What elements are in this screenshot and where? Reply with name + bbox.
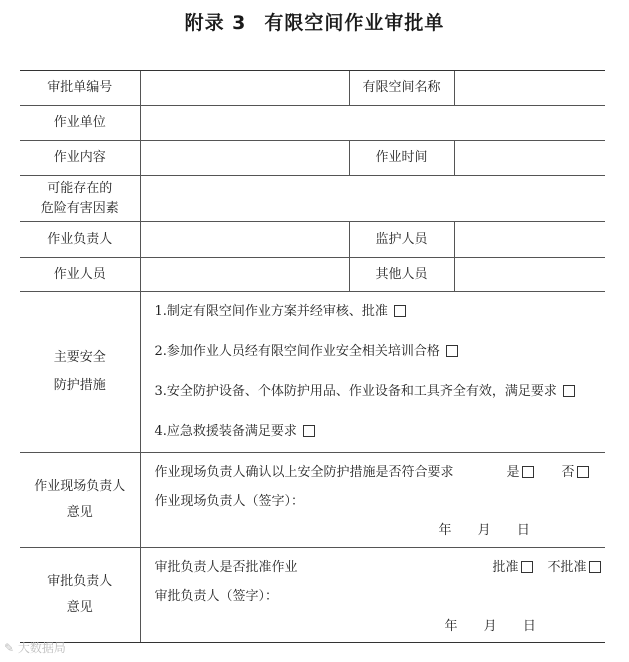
weibo-icon: ✎ bbox=[4, 641, 15, 655]
measure-2-checkbox[interactable] bbox=[446, 345, 458, 357]
measure-item: 2.参加作业人员经有限空间作业安全相关培训合格 bbox=[155, 332, 606, 372]
work-unit-field[interactable] bbox=[140, 106, 605, 141]
site-yes-option: 是 bbox=[507, 461, 534, 480]
approve-option: 批准 bbox=[493, 556, 533, 575]
row-approver-opinion bbox=[20, 548, 605, 643]
site-yes-checkbox[interactable] bbox=[522, 466, 534, 478]
approval-no-label: 审批单编号 bbox=[20, 71, 140, 106]
space-name-field[interactable] bbox=[454, 71, 605, 106]
measure-4-checkbox[interactable] bbox=[303, 425, 315, 437]
approval-no-field[interactable] bbox=[140, 71, 349, 106]
measures-list bbox=[140, 292, 605, 453]
hazards-label-line1: 可能存在的 bbox=[47, 180, 113, 196]
row-work-unit bbox=[20, 106, 605, 141]
form-name: 有限空间作业审批单 bbox=[264, 12, 445, 34]
work-unit-label: 作业单位 bbox=[20, 106, 140, 141]
site-opinion-label-line2: 意见 bbox=[66, 505, 93, 520]
row-measures bbox=[20, 292, 605, 453]
work-content-field[interactable] bbox=[140, 141, 349, 176]
row-workers bbox=[20, 258, 605, 292]
row-work-content bbox=[20, 141, 605, 176]
site-date: 年 月 日 bbox=[438, 523, 530, 538]
row-site-opinion bbox=[20, 453, 605, 548]
work-leader-label: 作业负责人 bbox=[20, 222, 140, 258]
reject-checkbox[interactable] bbox=[589, 561, 601, 573]
site-opinion-label bbox=[20, 453, 140, 548]
hazards-label bbox=[20, 176, 140, 222]
approver-opinion-content bbox=[140, 548, 605, 643]
workers-field[interactable] bbox=[140, 258, 349, 292]
work-leader-field[interactable] bbox=[140, 222, 349, 258]
site-opinion-question: 作业现场负责人确认以上安全防护措施是否符合要求 bbox=[154, 465, 454, 480]
workers-label: 作业人员 bbox=[20, 258, 140, 292]
row-approval-no bbox=[20, 71, 605, 106]
measures-label bbox=[20, 292, 140, 453]
supervisor-field[interactable] bbox=[454, 222, 605, 258]
site-signature-label: 作业现场负责人（签字）： bbox=[154, 494, 305, 509]
site-no-checkbox[interactable] bbox=[577, 466, 589, 478]
space-name-label: 有限空间名称 bbox=[349, 71, 454, 106]
work-time-field[interactable] bbox=[454, 141, 605, 176]
row-work-leader bbox=[20, 222, 605, 258]
approval-form-table bbox=[20, 70, 605, 643]
page-title bbox=[0, 8, 629, 35]
site-opinion-content bbox=[140, 453, 605, 548]
supervisor-label: 监护人员 bbox=[349, 222, 454, 258]
approver-opinion-label-line1: 审批负责人 bbox=[47, 574, 113, 589]
others-field[interactable] bbox=[454, 258, 605, 292]
measures-label-line1: 主要安全 bbox=[53, 350, 106, 365]
approver-opinion-label bbox=[20, 548, 140, 643]
measure-item: 3.安全防护设备、个体防护用品、作业设备和工具齐全有效，满足要求 bbox=[155, 372, 606, 412]
site-no-option: 否 bbox=[562, 461, 589, 480]
watermark: ✎ 大数据局 bbox=[4, 641, 66, 655]
reject-option: 不批准 bbox=[548, 556, 601, 575]
appendix-label: 附录 3 bbox=[184, 12, 247, 34]
others-label: 其他人员 bbox=[349, 258, 454, 292]
approver-opinion-question: 审批负责人是否批准作业 bbox=[154, 560, 298, 575]
hazards-field[interactable] bbox=[140, 176, 605, 222]
measure-1-checkbox[interactable] bbox=[394, 305, 406, 317]
measure-item: 1.制定有限空间作业方案并经审核、批准 bbox=[155, 292, 606, 332]
approver-signature-label: 审批负责人（签字）： bbox=[154, 589, 279, 604]
hazards-label-line2: 危险有害因素 bbox=[40, 200, 119, 216]
approve-checkbox[interactable] bbox=[521, 561, 533, 573]
measure-3-checkbox[interactable] bbox=[563, 385, 575, 397]
measures-label-line2: 防护措施 bbox=[53, 378, 106, 393]
approver-opinion-label-line2: 意见 bbox=[66, 600, 93, 615]
site-opinion-label-line1: 作业现场负责人 bbox=[34, 479, 126, 494]
row-hazards bbox=[20, 176, 605, 222]
work-content-label: 作业内容 bbox=[20, 141, 140, 176]
work-time-label: 作业时间 bbox=[349, 141, 454, 176]
approver-date: 年 月 日 bbox=[444, 619, 536, 634]
measure-item: 4.应急救援装备满足要求 bbox=[155, 412, 606, 452]
